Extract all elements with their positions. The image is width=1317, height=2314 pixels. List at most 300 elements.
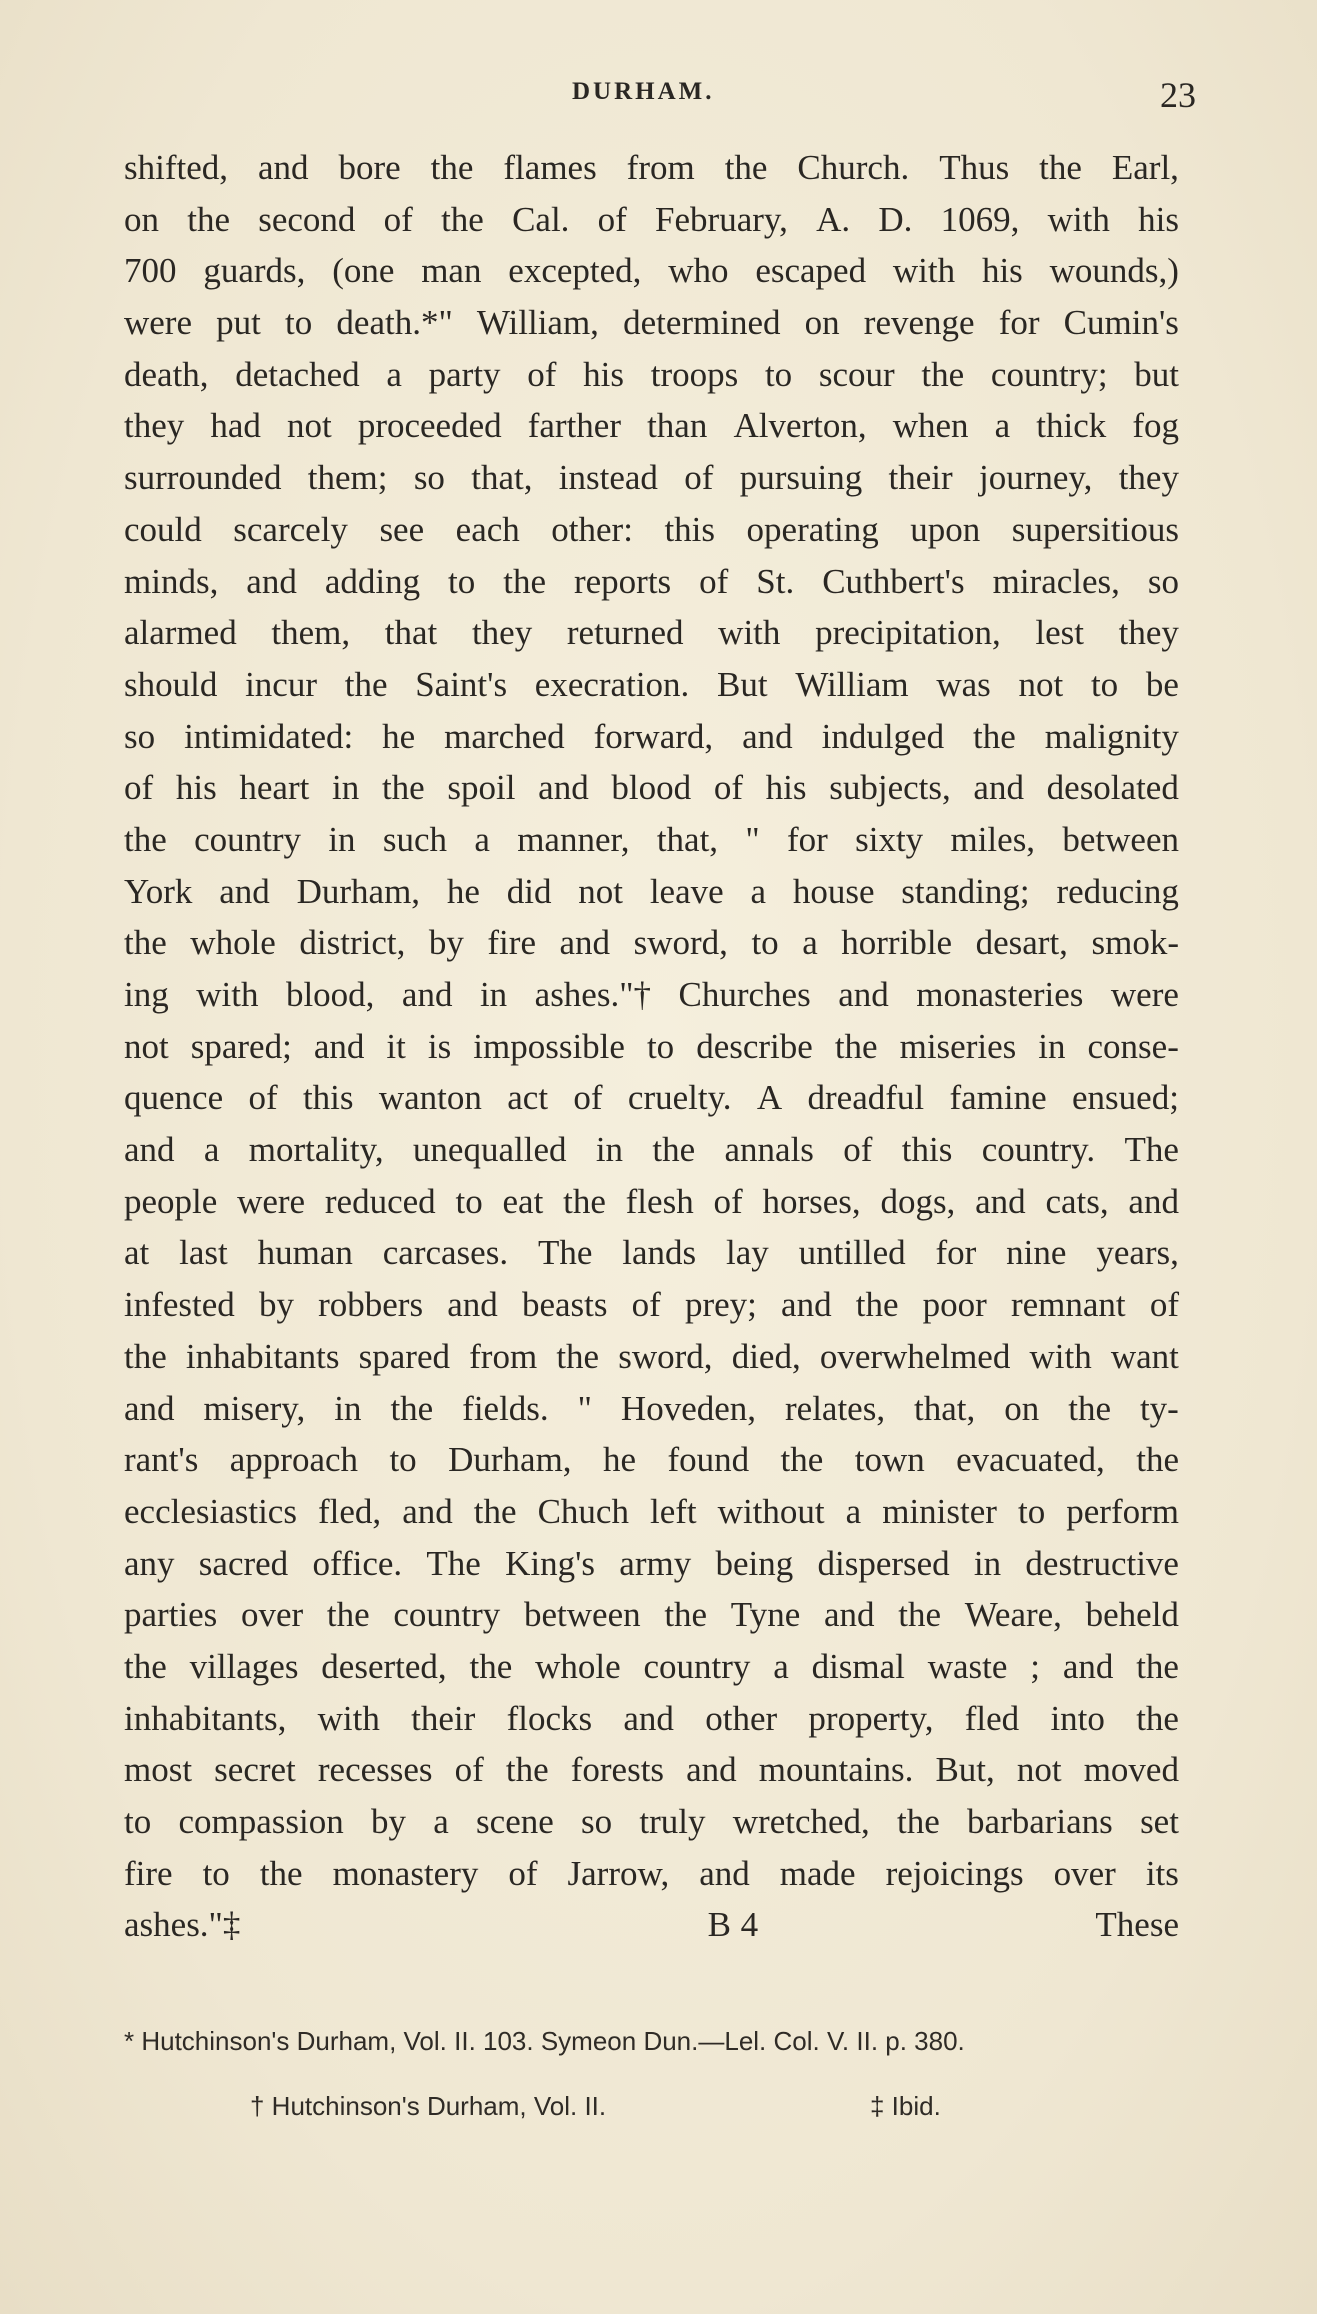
word: spared; bbox=[190, 1026, 292, 1066]
text-line bbox=[124, 1124, 1179, 1176]
word: and bbox=[559, 923, 611, 963]
word: of bbox=[508, 1853, 538, 1893]
word: between bbox=[1062, 819, 1179, 859]
word: The bbox=[426, 1543, 481, 1583]
word: fled, bbox=[318, 1491, 382, 1531]
word: surrounded bbox=[124, 458, 282, 498]
word: the bbox=[124, 1646, 167, 1686]
word: and bbox=[219, 871, 270, 911]
word: quence bbox=[124, 1078, 224, 1118]
word: of bbox=[597, 199, 627, 239]
word: a bbox=[433, 1802, 449, 1841]
word: supersitious bbox=[1011, 509, 1179, 549]
word: the bbox=[1039, 148, 1082, 187]
word: waste bbox=[927, 1646, 1008, 1686]
word: the bbox=[921, 354, 965, 394]
word: the bbox=[973, 716, 1016, 756]
word: recesses bbox=[317, 1750, 433, 1790]
word: this bbox=[302, 1078, 354, 1118]
word: Chuch bbox=[537, 1491, 629, 1531]
word: set bbox=[1140, 1802, 1179, 1841]
word: lay bbox=[726, 1233, 769, 1273]
word: and bbox=[823, 1595, 875, 1635]
text-line bbox=[124, 245, 1179, 297]
word: and bbox=[538, 768, 589, 808]
text-line bbox=[124, 1693, 1179, 1745]
word: precipitation, bbox=[815, 613, 1001, 653]
word: the bbox=[381, 768, 425, 808]
word: over bbox=[241, 1595, 304, 1635]
word: but bbox=[1134, 354, 1179, 394]
word: revenge bbox=[863, 303, 975, 343]
word: of bbox=[699, 561, 729, 601]
word: But, bbox=[935, 1750, 995, 1790]
word: put bbox=[216, 303, 261, 343]
word: the bbox=[344, 664, 388, 704]
word: country; bbox=[990, 354, 1108, 394]
word: a bbox=[750, 871, 767, 911]
word: forests bbox=[570, 1750, 665, 1790]
word: the bbox=[326, 1595, 370, 1635]
word: perform bbox=[1066, 1491, 1179, 1531]
text-line bbox=[124, 607, 1179, 659]
word: of bbox=[573, 1078, 603, 1118]
word: dispersed bbox=[817, 1543, 950, 1583]
word: miseries bbox=[899, 1026, 1017, 1066]
word: and bbox=[1062, 1646, 1114, 1686]
page-number: 23 bbox=[1160, 75, 1196, 115]
word: last bbox=[179, 1233, 228, 1273]
word: to bbox=[285, 303, 313, 343]
text-line bbox=[124, 1434, 1179, 1486]
word: a bbox=[386, 354, 402, 394]
word: and bbox=[246, 561, 297, 601]
word: had bbox=[210, 406, 261, 446]
word: the bbox=[1136, 1440, 1179, 1480]
running-head: DURHAM. bbox=[572, 78, 715, 105]
word: at bbox=[124, 1233, 150, 1273]
word: was bbox=[936, 664, 991, 704]
word: rejoicings bbox=[885, 1853, 1024, 1893]
word: to bbox=[455, 1181, 483, 1221]
word: party bbox=[428, 354, 501, 394]
text-line bbox=[124, 1486, 1179, 1538]
word: scene bbox=[476, 1802, 554, 1841]
word: lest bbox=[1035, 613, 1084, 653]
word: Thus bbox=[939, 148, 1010, 187]
word: horses, bbox=[762, 1181, 861, 1221]
word: Cumin's bbox=[1063, 303, 1179, 343]
word: mortality, bbox=[248, 1130, 384, 1170]
word: evacuated, bbox=[956, 1440, 1105, 1480]
word: sixty bbox=[855, 819, 924, 859]
word: scarcely bbox=[233, 509, 348, 549]
word: February, bbox=[655, 199, 788, 239]
word: destructive bbox=[1025, 1543, 1179, 1583]
text-line bbox=[124, 142, 1179, 194]
word: impossible bbox=[473, 1026, 625, 1066]
word: with bbox=[718, 613, 781, 653]
word: Alverton, bbox=[733, 406, 867, 446]
word: the bbox=[780, 1440, 824, 1480]
word: into bbox=[1050, 1698, 1105, 1738]
word: the bbox=[430, 148, 474, 187]
word: most bbox=[124, 1750, 193, 1790]
word: by bbox=[258, 1285, 294, 1325]
word: shifted, bbox=[124, 148, 229, 187]
word: secret bbox=[214, 1750, 296, 1790]
word: of bbox=[248, 1078, 278, 1118]
word: excepted, bbox=[508, 251, 642, 291]
word: prey; bbox=[684, 1285, 757, 1325]
word: ing bbox=[124, 975, 169, 1014]
word: the bbox=[469, 1646, 513, 1686]
word: truly bbox=[639, 1802, 706, 1841]
word: and bbox=[975, 1181, 1026, 1221]
word: the bbox=[724, 148, 768, 187]
word: between bbox=[524, 1595, 641, 1635]
word: office. bbox=[312, 1543, 403, 1583]
word: so bbox=[413, 458, 445, 498]
word: they bbox=[1118, 458, 1179, 498]
word: leave bbox=[649, 871, 724, 911]
word: of bbox=[383, 199, 413, 239]
text-line bbox=[124, 1279, 1179, 1331]
word: act bbox=[507, 1078, 549, 1118]
text-line bbox=[124, 1331, 1179, 1383]
word: a bbox=[773, 1646, 789, 1686]
word: the bbox=[473, 1491, 517, 1531]
word: this bbox=[901, 1130, 953, 1170]
word: the bbox=[503, 561, 547, 601]
word: the bbox=[556, 1336, 600, 1376]
word: incur bbox=[245, 664, 317, 704]
word: the bbox=[187, 199, 230, 239]
word: and bbox=[257, 148, 309, 187]
last-line bbox=[124, 1899, 1179, 1951]
page-header bbox=[0, 74, 1317, 114]
word: with bbox=[1047, 199, 1110, 239]
word: so bbox=[581, 1802, 613, 1841]
word: of bbox=[843, 1130, 873, 1170]
word: so bbox=[124, 716, 156, 756]
word: a bbox=[474, 819, 490, 859]
word: bore bbox=[338, 148, 401, 187]
word: journey, bbox=[978, 458, 1093, 498]
word: nine bbox=[1006, 1233, 1067, 1273]
word: inhabitants, bbox=[124, 1698, 287, 1738]
word: country. bbox=[981, 1130, 1096, 1170]
word: the bbox=[124, 923, 167, 963]
word: villages bbox=[189, 1646, 299, 1686]
word: and bbox=[313, 1026, 365, 1066]
word: in bbox=[479, 975, 508, 1014]
word: minds, bbox=[124, 561, 219, 601]
word: country bbox=[194, 819, 301, 859]
word: for bbox=[998, 303, 1040, 343]
word: their bbox=[888, 458, 953, 498]
word: the bbox=[259, 1853, 303, 1893]
footnote-1 bbox=[124, 2026, 1199, 2057]
word: relates, bbox=[785, 1388, 886, 1428]
word: in bbox=[332, 768, 360, 808]
text-line bbox=[124, 1538, 1179, 1590]
word: dogs, bbox=[880, 1181, 956, 1221]
word: man bbox=[421, 251, 482, 291]
word: other bbox=[705, 1698, 778, 1738]
word: district, bbox=[299, 923, 406, 963]
word: they bbox=[471, 613, 533, 653]
word: when bbox=[892, 406, 969, 446]
footnote-3-text: ‡ Ibid. bbox=[870, 2091, 941, 2121]
word: St. bbox=[756, 561, 795, 601]
word: died, bbox=[731, 1336, 801, 1376]
word: the bbox=[124, 1336, 167, 1376]
word: and bbox=[699, 1853, 750, 1893]
word: flesh bbox=[625, 1181, 694, 1221]
text-line bbox=[124, 400, 1179, 452]
word: over bbox=[1053, 1853, 1116, 1893]
word: eat bbox=[502, 1181, 544, 1221]
word: spoil bbox=[447, 768, 516, 808]
word: miles, bbox=[950, 819, 1036, 859]
word: (one bbox=[332, 251, 395, 291]
word: with bbox=[317, 1698, 380, 1738]
word: operating bbox=[746, 509, 879, 549]
footnote-1-text: * Hutchinson's Durham, Vol. II. 103. Symeon Dun.—Lel. Col. V. II. p. 380. bbox=[124, 2026, 965, 2056]
word: his bbox=[765, 768, 807, 808]
word: could bbox=[124, 509, 202, 549]
word: should bbox=[124, 664, 218, 704]
word: he bbox=[446, 871, 480, 911]
word: sword, bbox=[633, 923, 728, 963]
word: spared bbox=[358, 1336, 450, 1376]
word: Tyne bbox=[730, 1595, 801, 1635]
word: William, bbox=[476, 303, 599, 343]
word: approach bbox=[229, 1440, 359, 1480]
word: of bbox=[713, 768, 743, 808]
word: Weare, bbox=[964, 1595, 1062, 1635]
word: on bbox=[1004, 1388, 1040, 1428]
word: beasts bbox=[521, 1285, 608, 1325]
word: Jarrow, bbox=[567, 1853, 670, 1893]
text-line bbox=[124, 659, 1179, 711]
word: army bbox=[619, 1543, 692, 1583]
word: of bbox=[631, 1285, 661, 1325]
word: without bbox=[717, 1491, 825, 1531]
word: of bbox=[1149, 1285, 1179, 1325]
word: the bbox=[898, 1595, 941, 1635]
word: sword, bbox=[618, 1336, 713, 1376]
word: it bbox=[386, 1026, 406, 1066]
word: them; bbox=[307, 458, 388, 498]
word: that, bbox=[656, 819, 719, 859]
word: sacred bbox=[198, 1543, 289, 1583]
word: miracles, bbox=[992, 561, 1120, 601]
word: Cuthbert's bbox=[822, 561, 965, 601]
word: from bbox=[626, 148, 695, 187]
word: malignity bbox=[1044, 716, 1179, 756]
word: in bbox=[334, 1388, 362, 1428]
word: such bbox=[382, 819, 448, 859]
word: the bbox=[664, 1595, 708, 1635]
word: on bbox=[124, 199, 159, 239]
word: heart bbox=[239, 768, 310, 808]
word: to bbox=[751, 923, 779, 963]
word: The bbox=[1124, 1130, 1179, 1170]
word: the bbox=[855, 1285, 899, 1325]
word: its bbox=[1145, 1853, 1179, 1893]
word: with bbox=[196, 975, 259, 1014]
word: 1069, bbox=[940, 199, 1020, 239]
word: describe bbox=[696, 1026, 813, 1066]
word: untilled bbox=[798, 1233, 906, 1273]
footnotes bbox=[124, 2026, 1204, 2122]
word: them, bbox=[271, 613, 351, 653]
word: lands bbox=[622, 1233, 697, 1273]
word: D. bbox=[878, 199, 913, 239]
word: is bbox=[427, 1026, 452, 1066]
word: and bbox=[1128, 1181, 1179, 1221]
word: ; bbox=[1030, 1646, 1040, 1686]
word: conse- bbox=[1087, 1026, 1179, 1066]
word: barbarians bbox=[967, 1802, 1113, 1841]
word: his bbox=[583, 354, 624, 394]
word: of bbox=[527, 354, 557, 394]
word: property, bbox=[808, 1698, 934, 1738]
word: the bbox=[834, 1026, 878, 1066]
word: in bbox=[973, 1543, 1002, 1583]
text-line bbox=[124, 349, 1179, 401]
word: infested bbox=[124, 1285, 235, 1325]
word: The bbox=[537, 1233, 593, 1273]
word: to bbox=[202, 1853, 230, 1893]
word: that, bbox=[471, 458, 533, 498]
word: his bbox=[981, 251, 1023, 291]
word: Saint's bbox=[415, 664, 508, 704]
word: not bbox=[287, 406, 332, 446]
text-line bbox=[124, 1641, 1179, 1693]
word: " bbox=[577, 1388, 592, 1428]
signature-mark: B 4 bbox=[707, 1905, 759, 1945]
word: ensued; bbox=[1072, 1078, 1179, 1118]
word: that bbox=[384, 613, 438, 653]
word: a bbox=[994, 406, 1011, 446]
word: manner, bbox=[517, 819, 630, 859]
word: reducing bbox=[1056, 871, 1179, 911]
word: guards, bbox=[203, 251, 306, 291]
word: detached bbox=[235, 354, 360, 394]
word: ecclesiastics bbox=[124, 1491, 297, 1531]
word: he bbox=[602, 1440, 637, 1480]
word: forward, bbox=[593, 716, 714, 756]
text-line bbox=[124, 452, 1179, 504]
word: execration. bbox=[534, 664, 690, 704]
word: were bbox=[237, 1181, 306, 1221]
word: escaped bbox=[755, 251, 867, 291]
word: of bbox=[713, 1181, 743, 1221]
word: blood bbox=[611, 768, 692, 808]
word: years, bbox=[1096, 1233, 1179, 1273]
word: that, bbox=[914, 1388, 976, 1428]
word: desart, bbox=[975, 923, 1068, 963]
word: famine bbox=[949, 1078, 1047, 1118]
word: carcases. bbox=[382, 1233, 509, 1273]
word: so bbox=[1147, 561, 1179, 601]
word: reduced bbox=[324, 1181, 436, 1221]
text-line bbox=[124, 1072, 1179, 1124]
word: whole bbox=[190, 923, 276, 963]
word: the bbox=[390, 1388, 434, 1428]
word: who bbox=[668, 251, 729, 291]
word: and bbox=[401, 975, 453, 1014]
word: upon bbox=[910, 509, 981, 549]
word: misery, bbox=[203, 1388, 306, 1428]
word: made bbox=[779, 1853, 856, 1893]
word: returned bbox=[566, 613, 684, 653]
text-line bbox=[124, 1383, 1179, 1435]
word: overwhelmed bbox=[819, 1336, 1011, 1376]
word: were bbox=[124, 303, 193, 343]
text-line bbox=[124, 1227, 1179, 1279]
word: wanton bbox=[378, 1078, 482, 1118]
text-line bbox=[124, 1021, 1179, 1073]
word: Cal. bbox=[512, 199, 570, 239]
word: Durham, bbox=[448, 1440, 572, 1480]
word: horrible bbox=[841, 923, 953, 963]
word: than bbox=[647, 406, 708, 446]
word: to bbox=[1090, 664, 1119, 704]
word: the bbox=[1136, 1646, 1179, 1686]
word: pursuing bbox=[739, 458, 863, 498]
word: and bbox=[781, 1285, 832, 1325]
word: the bbox=[1136, 1698, 1179, 1738]
word: and bbox=[973, 768, 1024, 808]
text-line bbox=[124, 297, 1179, 349]
word: not bbox=[1016, 1750, 1062, 1790]
word: indulged bbox=[821, 716, 945, 756]
word: being bbox=[715, 1543, 794, 1583]
word: and bbox=[124, 1388, 175, 1428]
word: with bbox=[1029, 1336, 1092, 1376]
word: the bbox=[441, 199, 484, 239]
word: mountains. bbox=[758, 1750, 914, 1790]
word: of bbox=[454, 1750, 484, 1790]
word: to bbox=[764, 354, 793, 394]
word: proceeded bbox=[357, 406, 502, 446]
word: farther bbox=[527, 406, 621, 446]
word: from bbox=[469, 1336, 538, 1376]
word: intimidated: bbox=[184, 716, 354, 756]
word: were bbox=[1110, 975, 1179, 1014]
word: not bbox=[124, 1026, 169, 1066]
word: to bbox=[448, 561, 476, 601]
word: robbers bbox=[318, 1285, 424, 1325]
word: Durham, bbox=[296, 871, 421, 911]
word: alarmed bbox=[124, 613, 237, 653]
word: their bbox=[411, 1698, 476, 1738]
word: country bbox=[393, 1595, 501, 1635]
word: this bbox=[664, 509, 716, 549]
word: 700 bbox=[124, 251, 177, 291]
word: William bbox=[795, 664, 909, 704]
word: adding bbox=[324, 561, 421, 601]
word: a bbox=[845, 1491, 862, 1531]
word: standing; bbox=[901, 871, 1030, 911]
word: the bbox=[1068, 1388, 1111, 1428]
word: troops bbox=[650, 354, 739, 394]
word: and bbox=[742, 716, 793, 756]
